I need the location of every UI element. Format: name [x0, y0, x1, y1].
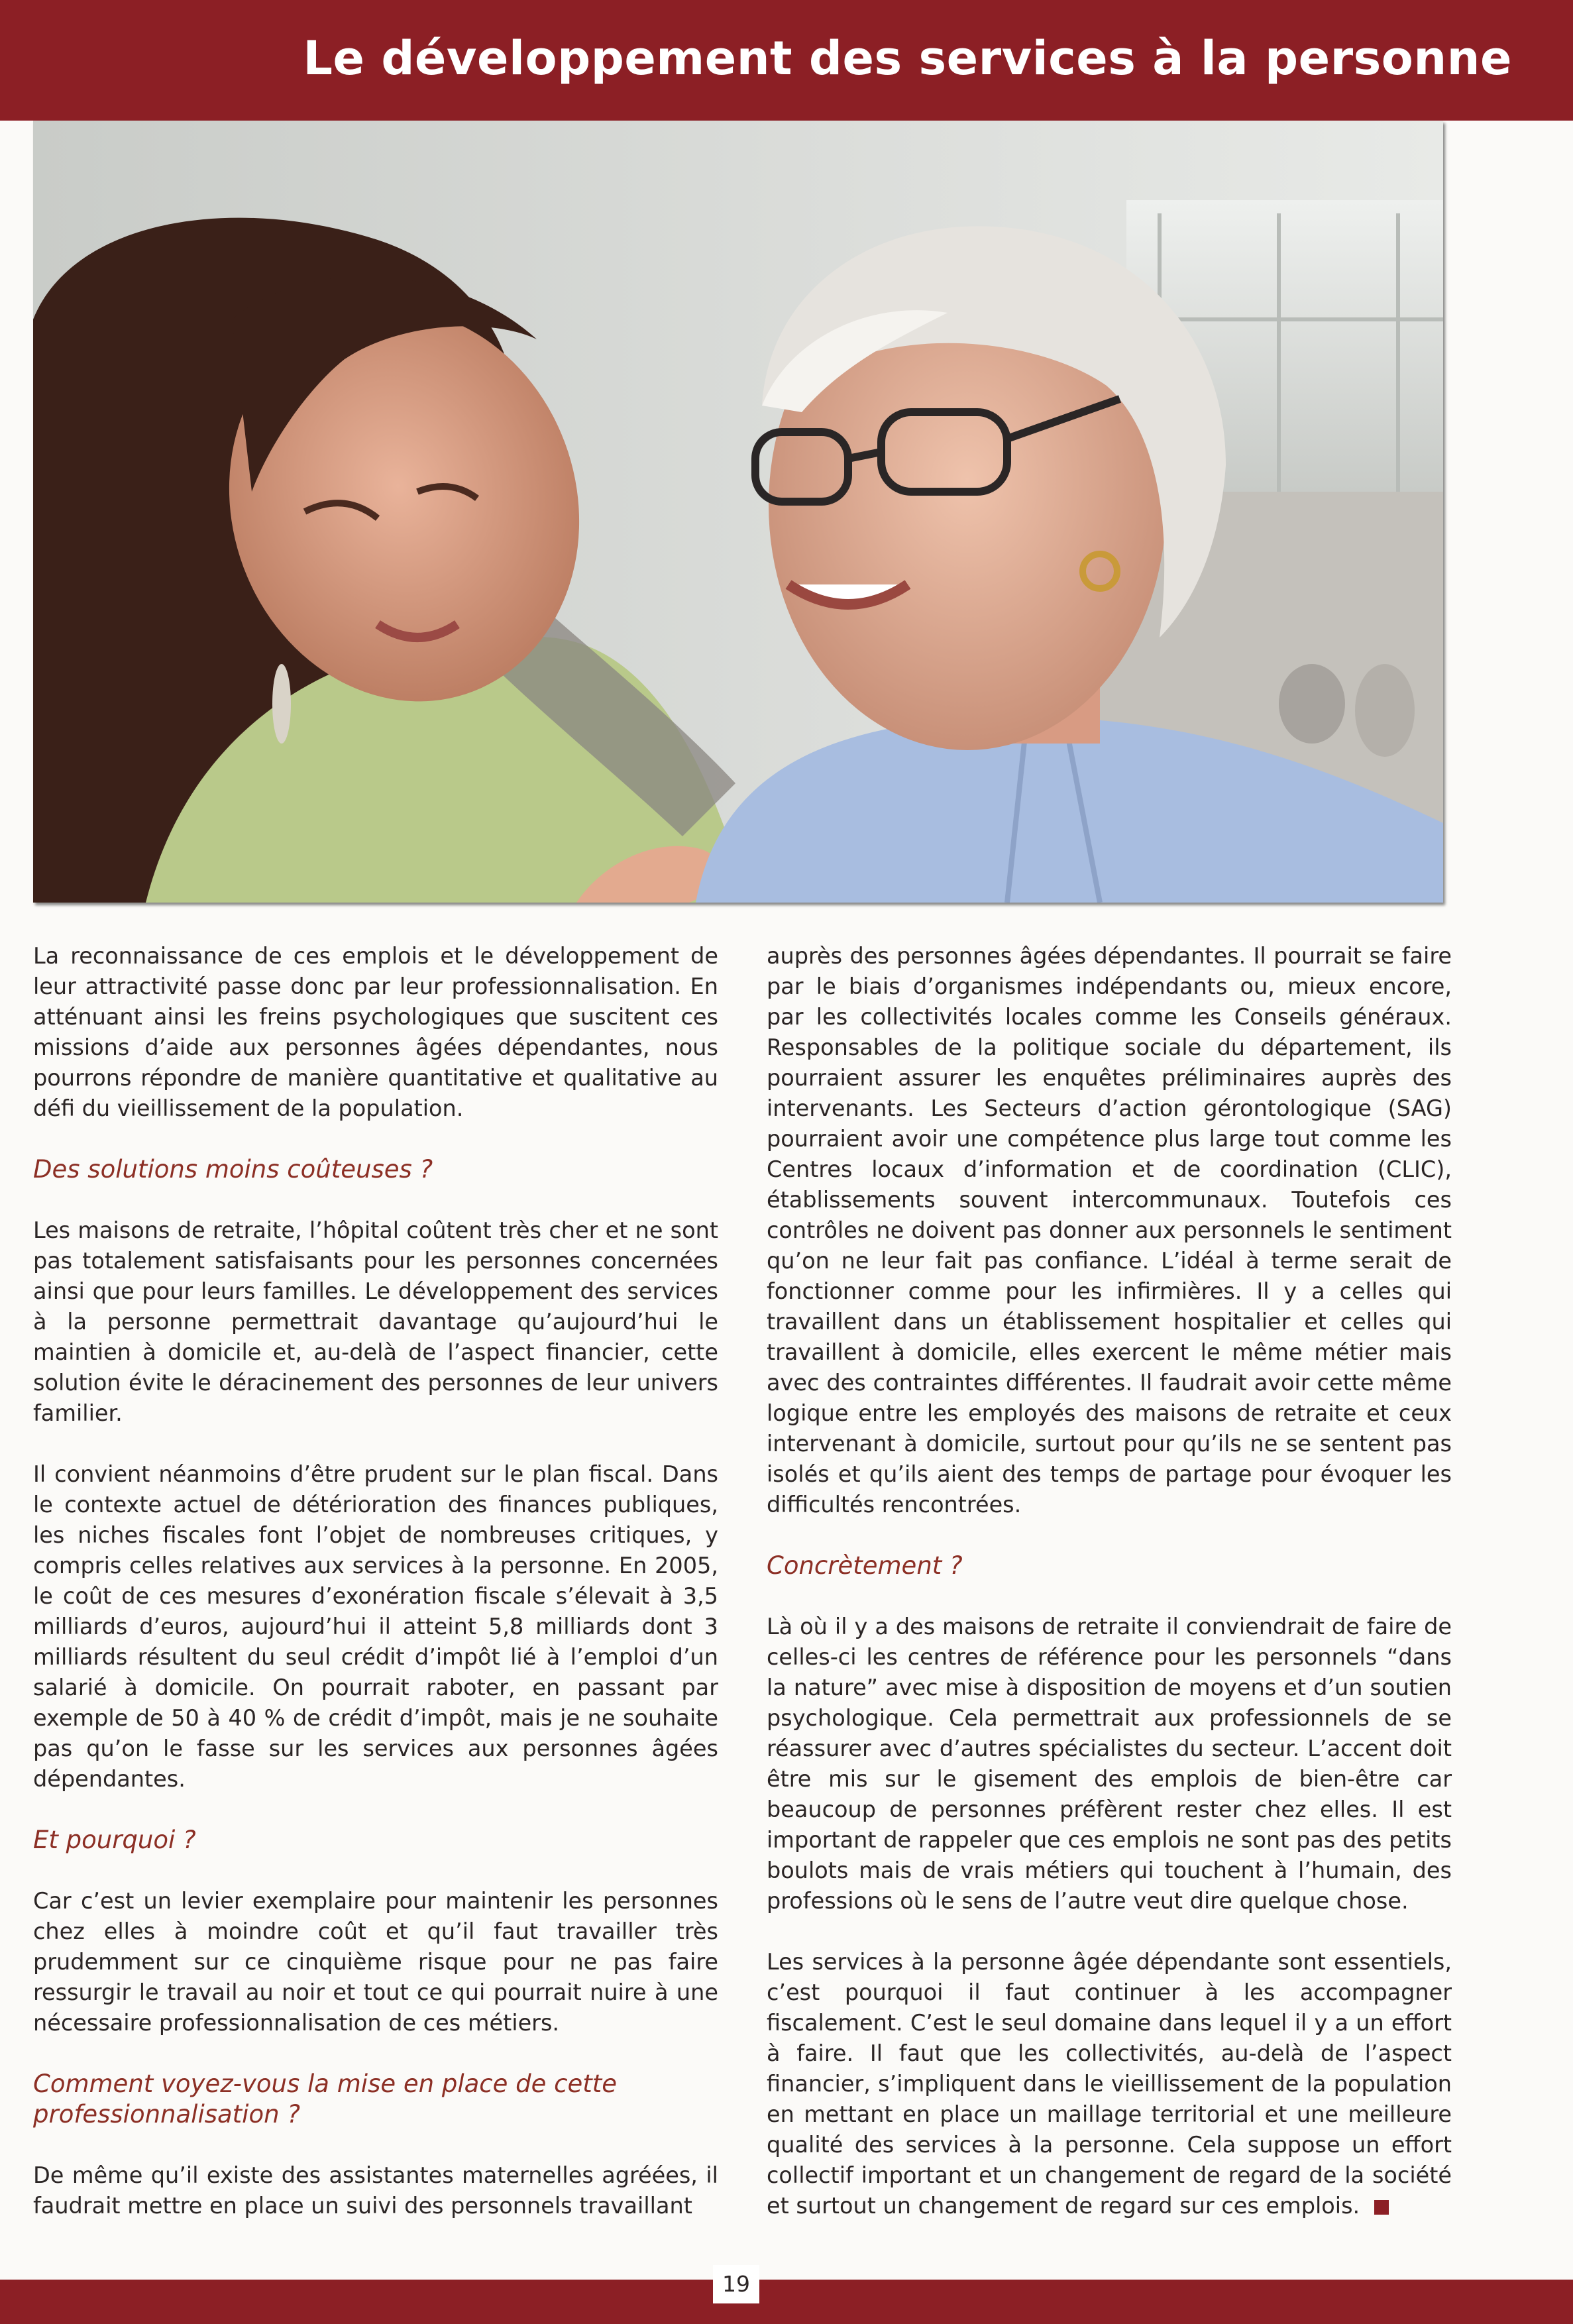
earring [272, 664, 291, 744]
body-paragraph: auprès des personnes âgées dépendantes. Il pourrait se faire par le biais d’organismes indépendants ou, mieux encore, par les collectivités locales comme les Conseils généraux. Responsables de la politique sociale du département, ils pourraient assurer les enquêtes préliminaires auprès des intervenants. Les Secteurs d’action gérontologique (SAG) pourraient avoir une compétence plus large tout comme les Centres locaux d’information et de coordination (CLIC), établissements souvent intercommunaux. Toutefois ces contrôles ne doivent pas donner aux personnels le sentiment qu’on ne leur fait pas confiance. L’idéal à terme serait de fonctionner comme pour les infirmières. Il y a celles qui travaillent dans un établissement hospitalier et celles qui travaillent à domicile, elles exercent le même métier mais avec des contraintes différentes. Il faudrait avoir cette même logique entre les employés des maisons de retraite et ceux intervenant à domicile, surtout pour qu’ils ne se sentent pas isolés et qu’ils aient des temps de partage pour évoquer les difficultés rencontrées. [767, 943, 1452, 1518]
body-paragraph: De même qu’il existe des assistantes maternelles agréées, il faudrait mettre en place un suivi des personnels travaillant [33, 2162, 718, 2219]
footer-band [0, 2280, 1573, 2324]
body-paragraph: La reconnaissance de ces emplois et le développement de leur attractivité passe donc par leur professionnalisation. En atténuant ainsi les freins psychologiques que suscitent ces missions d’aide aux personnes âgées dépendantes, nous pourrons répondre de manière quantitative et qualitative au défi du vieillissement de la population. [33, 943, 718, 1121]
left-column [33, 941, 718, 2252]
body-paragraph: Car c’est un levier exemplaire pour maintenir les personnes chez elles à moindre coût et qu’il faut travailler très prudemment sur ce cinquième risque pour ne pas faire ressurgir le travail au noir et tout ce qui pourrait nuire à une nécessaire professionnalisation de ces métiers. [33, 1888, 718, 2036]
right-column [767, 941, 1452, 2252]
body-paragraph: Il convient néanmoins d’être prudent sur le plan fiscal. Dans le contexte actuel de détérioration des finances publiques, les niches fiscales font l’objet de nombreuses critiques, y compris celles relatives aux services à la personne. En 2005, le coût de ces mesures d’exonération fiscale s’élevait à 3,5 milliards d’euros, aujourd’hui il atteint 5,8 milliards dont 3 milliards résultent du seul crédit d’impôt lié à l’emploi d’un salarié à domicile. On pourrait raboter, en passant par exemple de 50 à 40 % de crédit d’impôt, mais je ne souhaite pas qu’on le fasse sur les services aux personnes âgées dépendantes. [33, 1461, 718, 1792]
page-number: 19 [713, 2265, 759, 2303]
body-paragraph: Les maisons de retraite, l’hôpital coûtent très cher et ne sont pas totalement satisfaisants pour les personnes concernées ainsi que pour leurs familles. Le développement des services à la personne permettrait davantage qu’aujourd’hui le maintien à domicile et, au-delà de l’aspect financier, cette solution évite le déracinement des personnes de leur univers familier. [33, 1217, 718, 1426]
photo-illustration [33, 121, 1443, 903]
page-title: Le développement des services à la personne [303, 31, 1512, 85]
jar [1279, 664, 1345, 744]
section-heading: Des solutions moins coûteuses ? [33, 1155, 433, 1184]
jar [1355, 664, 1415, 757]
body-paragraph: Là où il y a des maisons de retraite il conviendrait de faire de celles-ci les centres de référence pour les personnels “dans la nature” avec mise à disposition de moyens et d’un soutien psychologique. Cela permettrait aux professionnels de se réassurer avec d’autres spécialistes du secteur. L’accent doit être mis sur le gisement des emplois de bien-être car beaucoup de personnes préfèrent rester chez elles. Il est important de rappeler que ces emplois ne sont pas des petits boulots mais de vrais métiers qui touchent à l’humain, des professions où le sens de l’autre veut dire quelque chose. [767, 1614, 1452, 1914]
section-heading: Et pourquoi ? [33, 1826, 196, 1854]
header-band [0, 0, 1573, 121]
body-paragraph-final [767, 1947, 1452, 2221]
section-heading: Comment voyez-vous la mise en place de cette professionnalisation ? [33, 2070, 618, 2129]
end-of-article-mark [1374, 2200, 1389, 2215]
final-paragraph-text: Les services à la personne âgée dépendante sont essentiels, c’est pourquoi il faut continuer à les accompagner fiscalement. C’est le seul domaine dans lequel il y a un effort à faire. Il faut que les collectivités, au-delà de l’aspect financier, s’impliquent dans le vieillissement de la population en mettant en place un maillage territorial et une meilleure qualité des services à la personne. Cela suppose un effort collectif important et un changement de regard de la société et surtout un changement de regard sur ces emplois. [767, 1949, 1452, 2219]
section-heading: Concrètement ? [767, 1551, 963, 1580]
article-photo [33, 121, 1443, 903]
